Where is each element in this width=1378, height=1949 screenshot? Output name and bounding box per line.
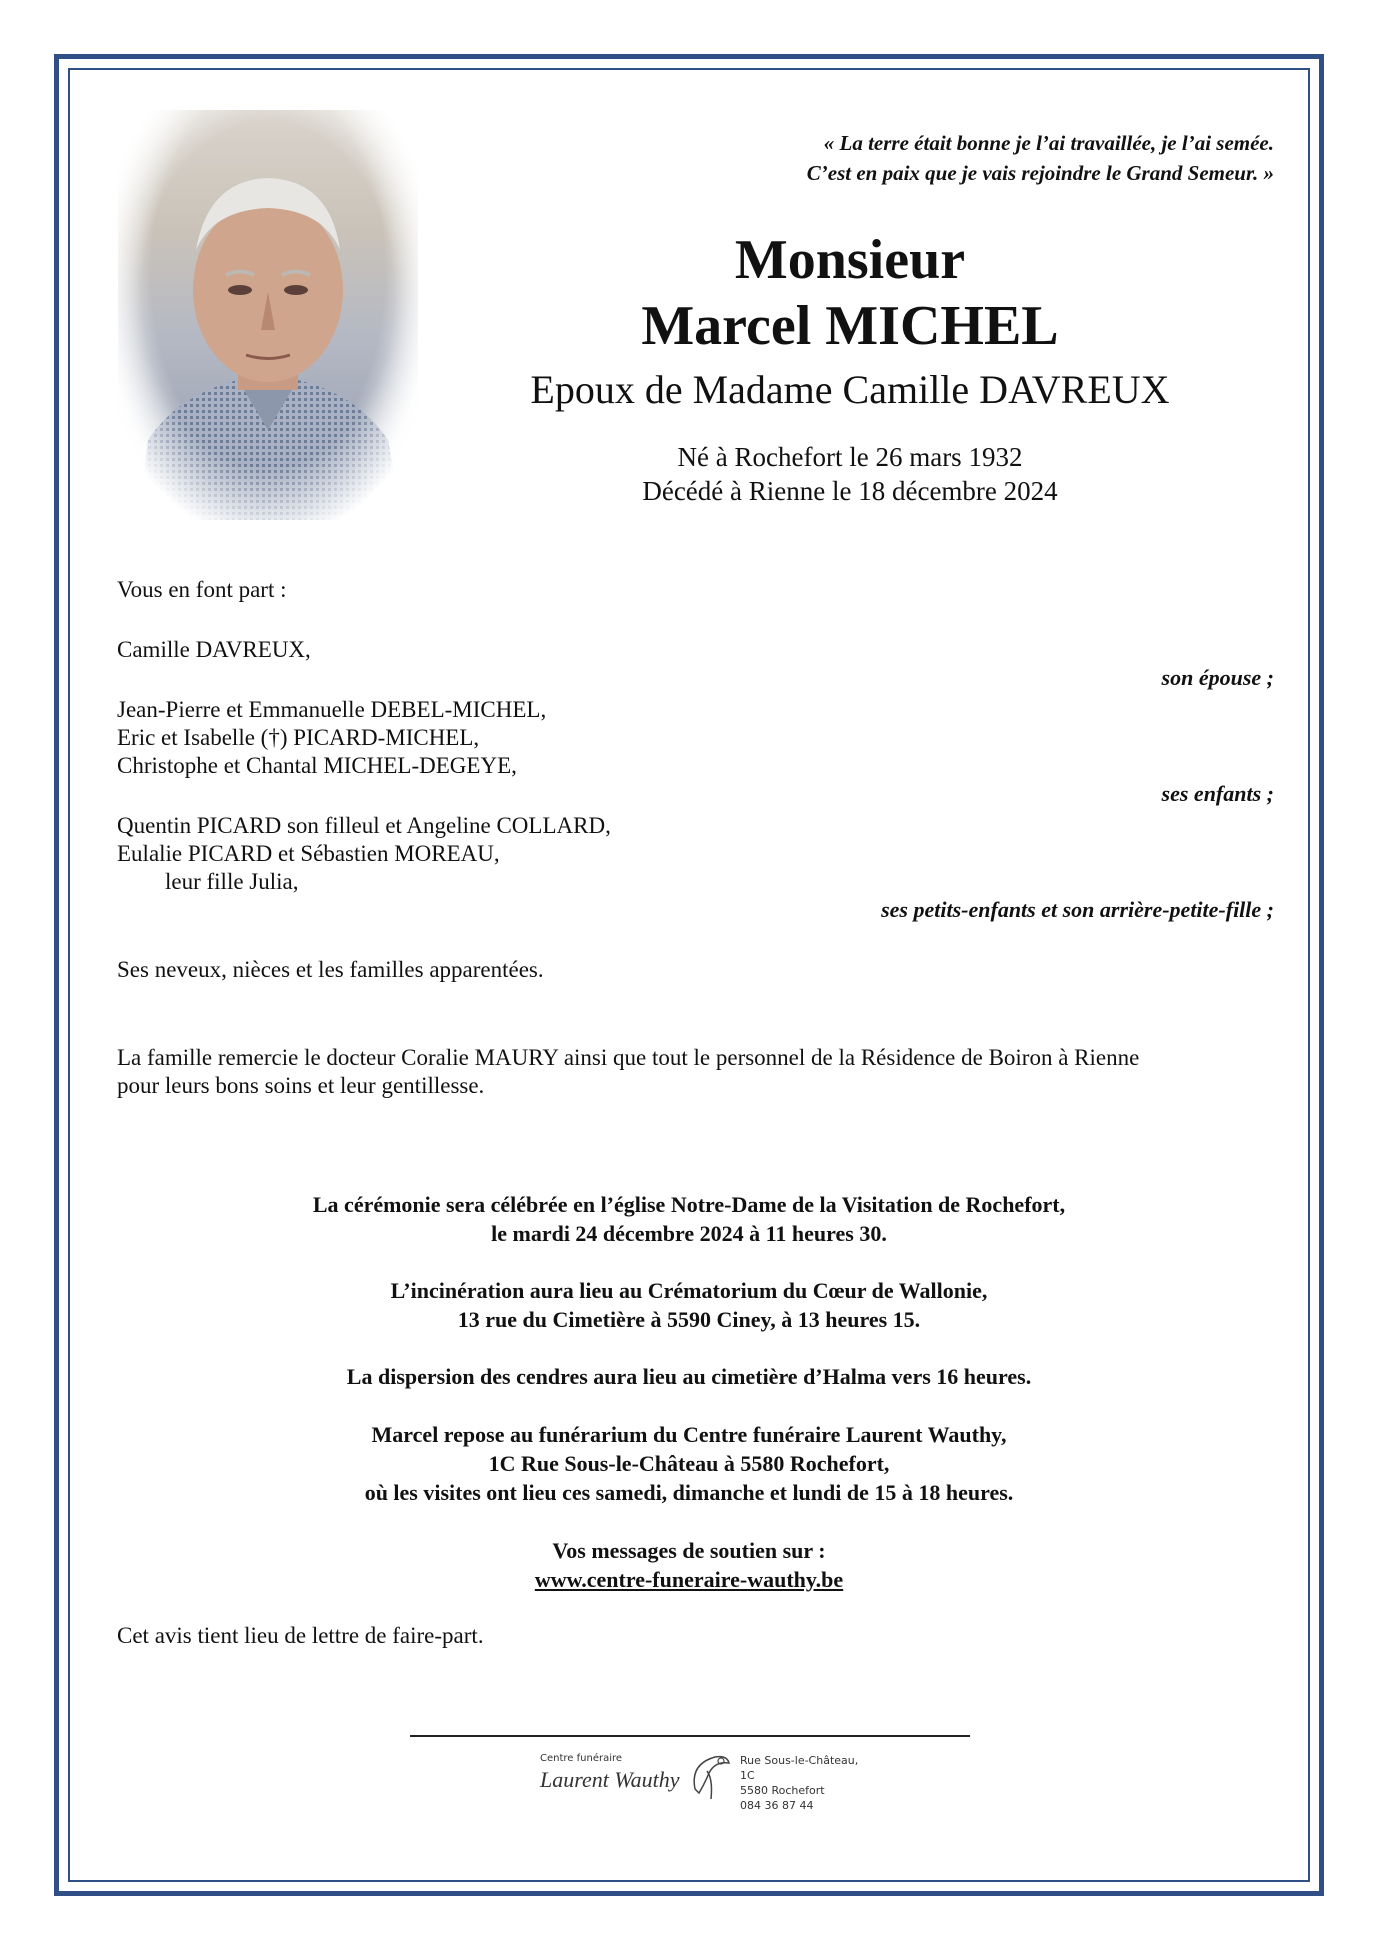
funerarium-line-3: où les visites ont lieu ces samedi, dimanche et lundi de 15 à 18 heures. bbox=[364, 1480, 1014, 1505]
messages-label: Vos messages de soutien sur : bbox=[552, 1538, 826, 1563]
announcement-intro: Vous en font part : bbox=[117, 577, 287, 602]
quote-line-2: C’est en paix que je vais rejoindre le Grand Semeur. » bbox=[806, 161, 1274, 185]
ceremony-church-line-1: La cérémonie sera célébrée en l’église Notre-Dame de la Visitation de Rochefort, bbox=[312, 1192, 1066, 1217]
grandchildren-relation: ses petits-enfants et son arrière-petite-fille ; bbox=[881, 897, 1274, 922]
funerarium-line-2: 1C Rue Sous-le-Château à 5580 Rochefort, bbox=[488, 1451, 890, 1476]
great-grandchild-entry: leur fille Julia, bbox=[165, 869, 299, 894]
calla-lily-icon bbox=[685, 1749, 735, 1805]
logo-caption: Centre funéraire bbox=[540, 1753, 623, 1764]
ashes-dispersion: La dispersion des cendres aura lieu au cimetière d’Halma vers 16 heures. bbox=[346, 1364, 1032, 1389]
website-link[interactable]: www.centre-funeraire-wauthy.be bbox=[534, 1567, 844, 1592]
birth-info: Né à Rochefort le 26 mars 1932 bbox=[677, 442, 1023, 472]
grandchild-entry: Quentin PICARD son filleul et Angeline COLLARD, bbox=[117, 813, 611, 838]
funeral-home-logo bbox=[535, 1745, 875, 1815]
extended-family: Ses neveux, nièces et les familles apparentées. bbox=[117, 957, 544, 982]
death-info: Décédé à Rienne le 18 décembre 2024 bbox=[642, 476, 1058, 506]
cremation-line-2: 13 rue du Cimetière à 5590 Ciney, à 13 heures 15. bbox=[457, 1307, 921, 1332]
messages-block bbox=[120, 1536, 1258, 1594]
spouse-relation: son épouse ; bbox=[1161, 665, 1274, 690]
logo-script-name: Laurent Wauthy bbox=[540, 1767, 680, 1792]
cremation-info bbox=[120, 1276, 1258, 1334]
child-entry: Christophe et Chantal MICHEL-DEGEYE, bbox=[117, 753, 517, 778]
cremation-line-1: L’incinération aura lieu au Crématorium du Cœur de Wallonie, bbox=[390, 1278, 988, 1303]
child-entry: Jean-Pierre et Emmanuelle DEBEL-MICHEL, bbox=[117, 697, 547, 722]
footer-divider bbox=[410, 1735, 970, 1737]
thanks-line-1: La famille remercie le docteur Coralie MAURY ainsi que tout le personnel de la Résidence de Boiron à Rienne bbox=[117, 1045, 1140, 1070]
thanks-line-2: pour leurs bons soins et leur gentillesse. bbox=[117, 1073, 485, 1098]
children-relation: ses enfants ; bbox=[1161, 781, 1274, 806]
address-city: 5580 Rochefort bbox=[740, 1784, 825, 1797]
deceased-name: Marcel MICHEL bbox=[641, 295, 1059, 357]
quote-line-1: « La terre était bonne je l’ai travaillée, je l’ai semée. bbox=[823, 131, 1274, 155]
closing-note: Cet avis tient lieu de lettre de faire-part. bbox=[117, 1623, 484, 1648]
funeral-home-address bbox=[740, 1753, 875, 1813]
portrait-photo bbox=[118, 110, 418, 520]
deceased-honorific: Monsieur bbox=[734, 229, 966, 291]
ceremony-church-line-2: le mardi 24 décembre 2024 à 11 heures 30. bbox=[491, 1221, 887, 1246]
child-entry: Eric et Isabelle (†) PICARD-MICHEL, bbox=[117, 725, 480, 750]
spouse-name: Camille DAVREUX, bbox=[117, 637, 311, 662]
epigraph-quote bbox=[574, 128, 1274, 188]
funerarium-line-1: Marcel repose au funérarium du Centre funéraire Laurent Wauthy, bbox=[371, 1422, 1007, 1447]
portrait-illustration bbox=[118, 110, 418, 520]
deceased-spouse: Epoux de Madame Camille DAVREUX bbox=[530, 367, 1170, 412]
funerarium-info bbox=[120, 1420, 1258, 1507]
grandchild-entry: Eulalie PICARD et Sébastien MOREAU, bbox=[117, 841, 500, 866]
ceremony-church bbox=[120, 1190, 1258, 1248]
address-street: Rue Sous-le-Château, 1C bbox=[740, 1754, 859, 1782]
phone-number: 084 36 87 44 bbox=[740, 1799, 814, 1812]
